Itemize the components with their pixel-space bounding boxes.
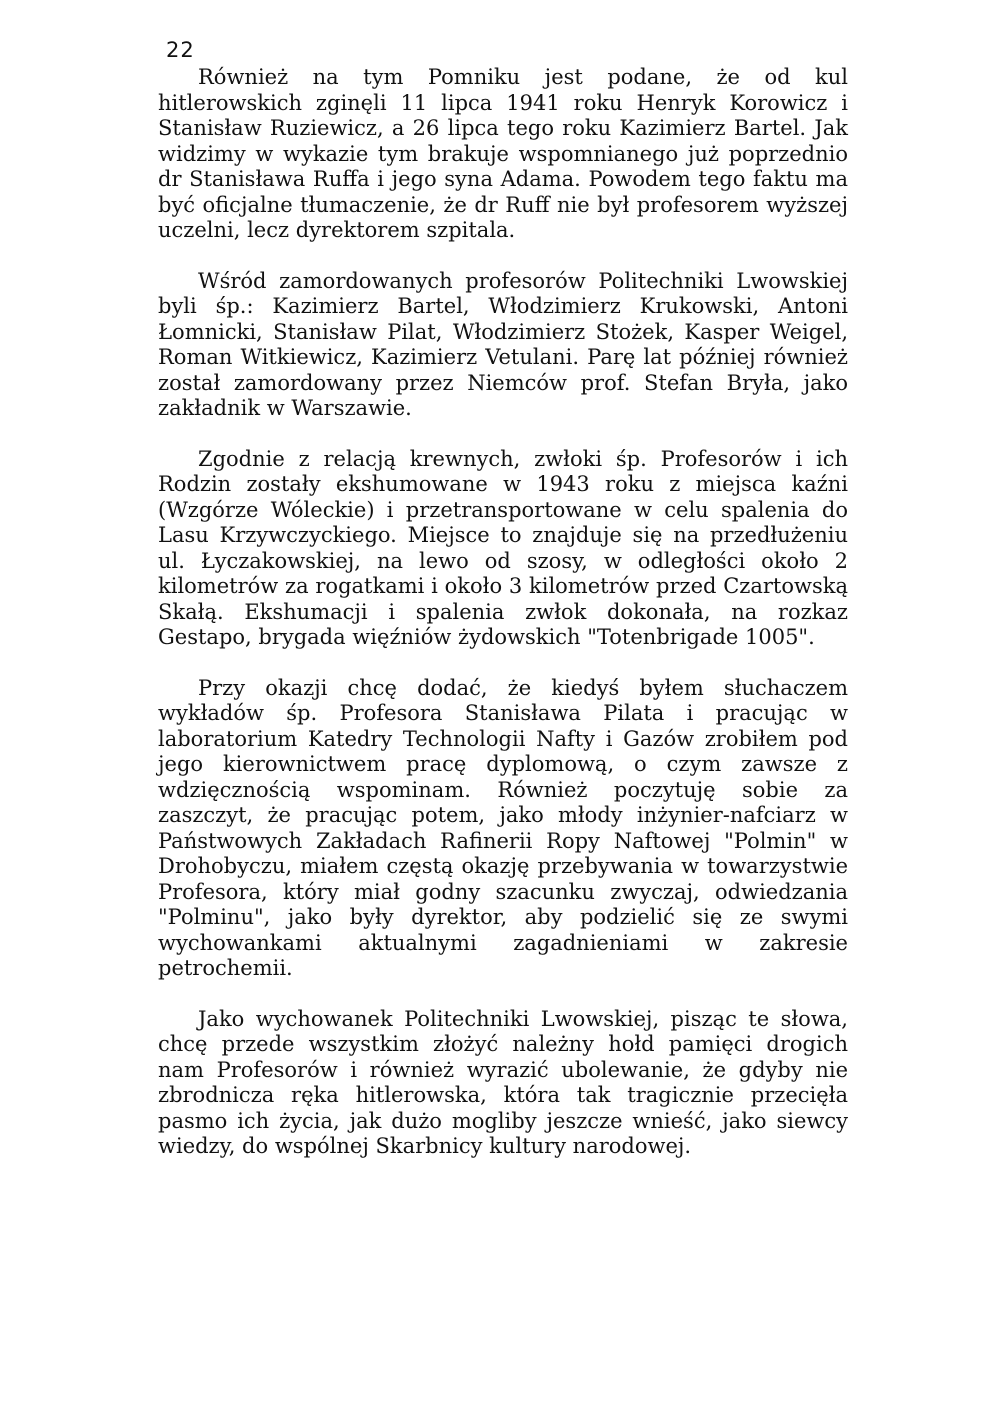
- page-body: [158, 65, 848, 1160]
- page-number: 22: [166, 38, 195, 62]
- paragraph-personal-memory: Przy okazji chcę dodać, że kiedyś byłem słuchaczem wykładów śp. Profesora Stanisława Pilata i pracując w laboratorium Katedry Technologii Nafty i Gazów zrobiłem pod jego kierownictwem pracę dyplomową, o czym zawsze z wdzięcznością wspominam. Również poczytuję sobie za zaszczyt, że pracując potem, jako młody inżynier-nafciarz w Państwowych Zakładach Rafinerii Ropy Naftowej "Polmin" w Drohobyczu, miałem częstą okazję przebywania w towarzystwie Profesora, który miał godny szacunku zwyczaj, odwiedzania "Polminu", jako były dyrektor, aby podzielić się ze swymi wychowankami aktualnymi zagadnieniami w zakresie petrochemii.: [158, 675, 848, 980]
- paragraph-tribute: Jako wychowanek Politechniki Lwowskiej, pisząc te słowa, chcę przede wszystkim złożyć należny hołd pamięci drogich nam Profesorów i również wyrazić ubolewanie, że gdyby nie zbrodnicza ręka hitlerowska, która tak tragicznie przecięła pasmo ich życia, jak dużo mogliby jeszcze wnieść, jako siewcy wiedzy, do wspólnej Skarbnicy kultury narodowej.: [158, 1006, 848, 1158]
- paragraph-murdered-professors: Wśród zamordowanych profesorów Politechniki Lwowskiej byli śp.: Kazimierz Bartel, Włodzimierz Krukowski, Antoni Łomnicki, Stanisław Pilat, Włodzimierz Stożek, Kasper Weigel, Roman Witkiewicz, Kazimierz Vetulani. Parę lat później również został zamordowany przez Niemców prof. Stefan Bryła, jako zakładnik w Warszawie.: [158, 268, 848, 420]
- paragraph-memorial: Również na tym Pomniku jest podane, że od kul hitlerowskich zginęli 11 lipca 1941 roku Henryk Korowicz i Stanisław Ruziewicz, a 26 lipca tego roku Kazimierz Bartel. Jak widzimy w wykazie tym brakuje wspomnianego już poprzednio dr Stanisława Ruffa i jego syna Adama. Powodem tego faktu ma być oficjalne tłumaczenie, że dr Ruff nie był profesorem wyższej uczelni, lecz dyrektorem szpitala.: [158, 65, 848, 242]
- paragraph-exhumation: Zgodnie z relacją krewnych, zwłoki śp. Profesorów i ich Rodzin zostały ekshumowane w 1943 roku z miejsca kaźni (Wzgórze Wóleckie) i przetransportowane w celu spalenia do Lasu Krzywczyckiego. Miejsce to znajduje się na przedłużeniu ul. Łyczakowskiej, na lewo od szosy, w odległości około 2 kilometrów za rogatkami i około 3 kilometrów przed Czartowską Skałą. Ekshumacji i spalenia zwłok dokonała, na rozkaz Gestapo, brygada więźniów żydowskich "Totenbrigade 1005".: [158, 446, 848, 649]
